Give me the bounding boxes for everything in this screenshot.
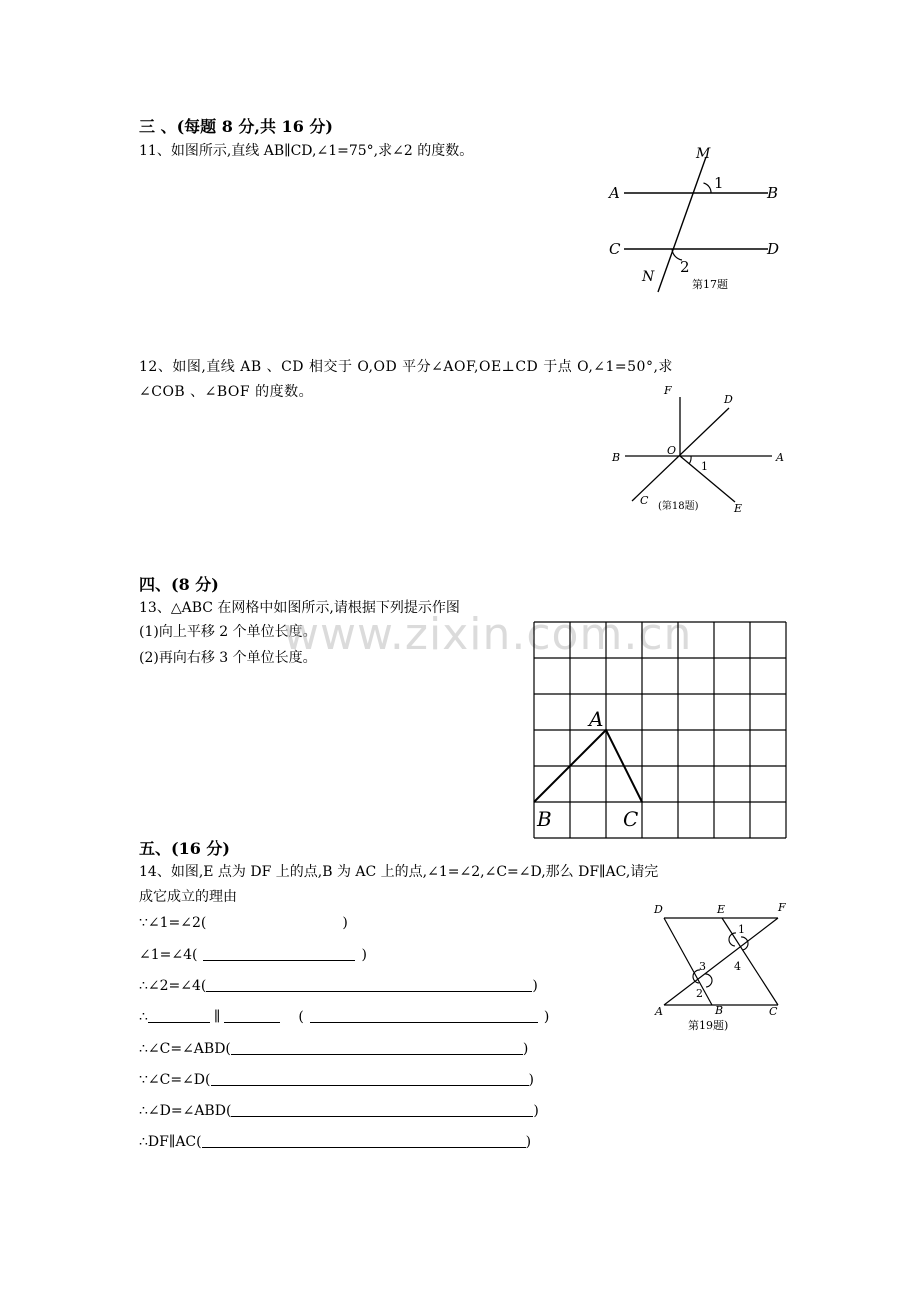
label-f: F — [664, 384, 672, 397]
grid-lines — [534, 622, 786, 838]
figure-19-caption: 第19题) — [688, 1019, 729, 1032]
answer-blank[interactable] — [231, 1040, 523, 1055]
label-n: N — [642, 269, 655, 285]
answer-blank[interactable] — [206, 977, 532, 992]
question-13-step2: (2)再向右移 3 个单位长度。 — [139, 650, 317, 666]
label-e: E — [734, 502, 743, 515]
question-13-step1: (1)向上平移 2 个单位长度。 — [139, 624, 317, 640]
label-c: C — [769, 1005, 778, 1018]
label-a: A — [609, 184, 620, 202]
proof-line-3: ∴∠2=∠4( ) — [139, 978, 538, 994]
label-f: F — [778, 901, 786, 914]
label-e: E — [717, 903, 726, 916]
answer-blank[interactable] — [202, 1133, 526, 1148]
label-angle-1: 1 — [714, 174, 724, 192]
label-angle-3: 3 — [699, 960, 706, 973]
answer-blank[interactable] — [211, 1071, 529, 1086]
label-d: D — [654, 903, 663, 916]
proof-line-2: ∠1=∠4( ) — [139, 947, 367, 963]
section3-heading: 三 、(每题 8 分,共 16 分) — [139, 117, 333, 136]
label-c: C — [609, 240, 621, 258]
grid-figure — [533, 620, 789, 842]
proof-line-6: ∵∠C=∠D( ) — [139, 1072, 534, 1088]
label-angle-4: 4 — [734, 960, 741, 973]
label-a: A — [776, 451, 784, 464]
proof-line-1: ∵∠1=∠2( ) — [139, 915, 348, 931]
section5-heading: 五、(16 分) — [139, 839, 230, 858]
question-12-line2: ∠COB 、∠BOF 的度数。 — [139, 384, 314, 400]
label-b: B — [537, 807, 552, 831]
angle-1-arc — [704, 183, 712, 193]
label-b: B — [612, 451, 621, 464]
label-b: B — [715, 1004, 724, 1017]
proof-line-5: ∴∠C=∠ABD( ) — [139, 1041, 529, 1057]
label-d: D — [767, 240, 780, 258]
answer-blank[interactable] — [203, 946, 355, 961]
answer-blank-right[interactable] — [224, 1008, 280, 1023]
label-angle-1: 1 — [738, 923, 745, 936]
question-14-line1: 14、如图,E 点为 DF 上的点,B 为 AC 上的点,∠1=∠2,∠C=∠D,那么 DF∥AC,请完 — [139, 864, 659, 880]
question-13: 13、△ABC 在网格中如图所示,请根据下列提示作图 — [139, 600, 460, 616]
figure-19 — [648, 898, 798, 1038]
label-angle-2: 2 — [696, 987, 703, 1000]
question-12-line1: 12、如图,直线 AB 、CD 相交于 O,OD 平分∠AOF,OE⊥CD 于点 O,∠1=50°,求 — [139, 359, 673, 375]
label-a: A — [589, 707, 604, 731]
section4-heading: 四、(8 分) — [139, 575, 219, 594]
question-14-line2: 成它成立的理由 — [139, 889, 237, 905]
proof-line-7: ∴∠D=∠ABD( ) — [139, 1103, 539, 1119]
proof-line-4: ∴ ∥ ( ) — [139, 1009, 550, 1025]
angle-2-arc — [705, 974, 712, 987]
figure-18 — [600, 378, 800, 518]
label-m: M — [696, 146, 711, 162]
label-c: C — [640, 494, 649, 507]
label-b: B — [767, 184, 779, 202]
label-d: D — [724, 393, 733, 406]
proof-line-8: ∴DF∥AC( ) — [139, 1134, 532, 1150]
answer-blank[interactable] — [231, 1102, 533, 1117]
label-o: O — [667, 444, 677, 457]
answer-blank-left[interactable] — [148, 1008, 210, 1023]
segment-ec — [722, 918, 778, 1005]
angle-1-arc — [689, 456, 691, 464]
figure-17 — [600, 140, 800, 300]
figure-18-caption: (第18题) — [658, 501, 699, 512]
watermark: www.zixin.com.cn — [283, 609, 693, 660]
segment-af — [664, 918, 778, 1005]
label-angle-1: 1 — [701, 460, 708, 473]
label-angle-2: 2 — [680, 258, 690, 276]
answer-blank[interactable] — [310, 1008, 538, 1023]
figure-17-caption: 第17题 — [692, 278, 728, 291]
label-a: A — [655, 1005, 663, 1018]
label-c: C — [623, 807, 639, 831]
question-11: 11、如图所示,直线 AB∥CD,∠1=75°,求∠2 的度数。 — [139, 143, 474, 159]
